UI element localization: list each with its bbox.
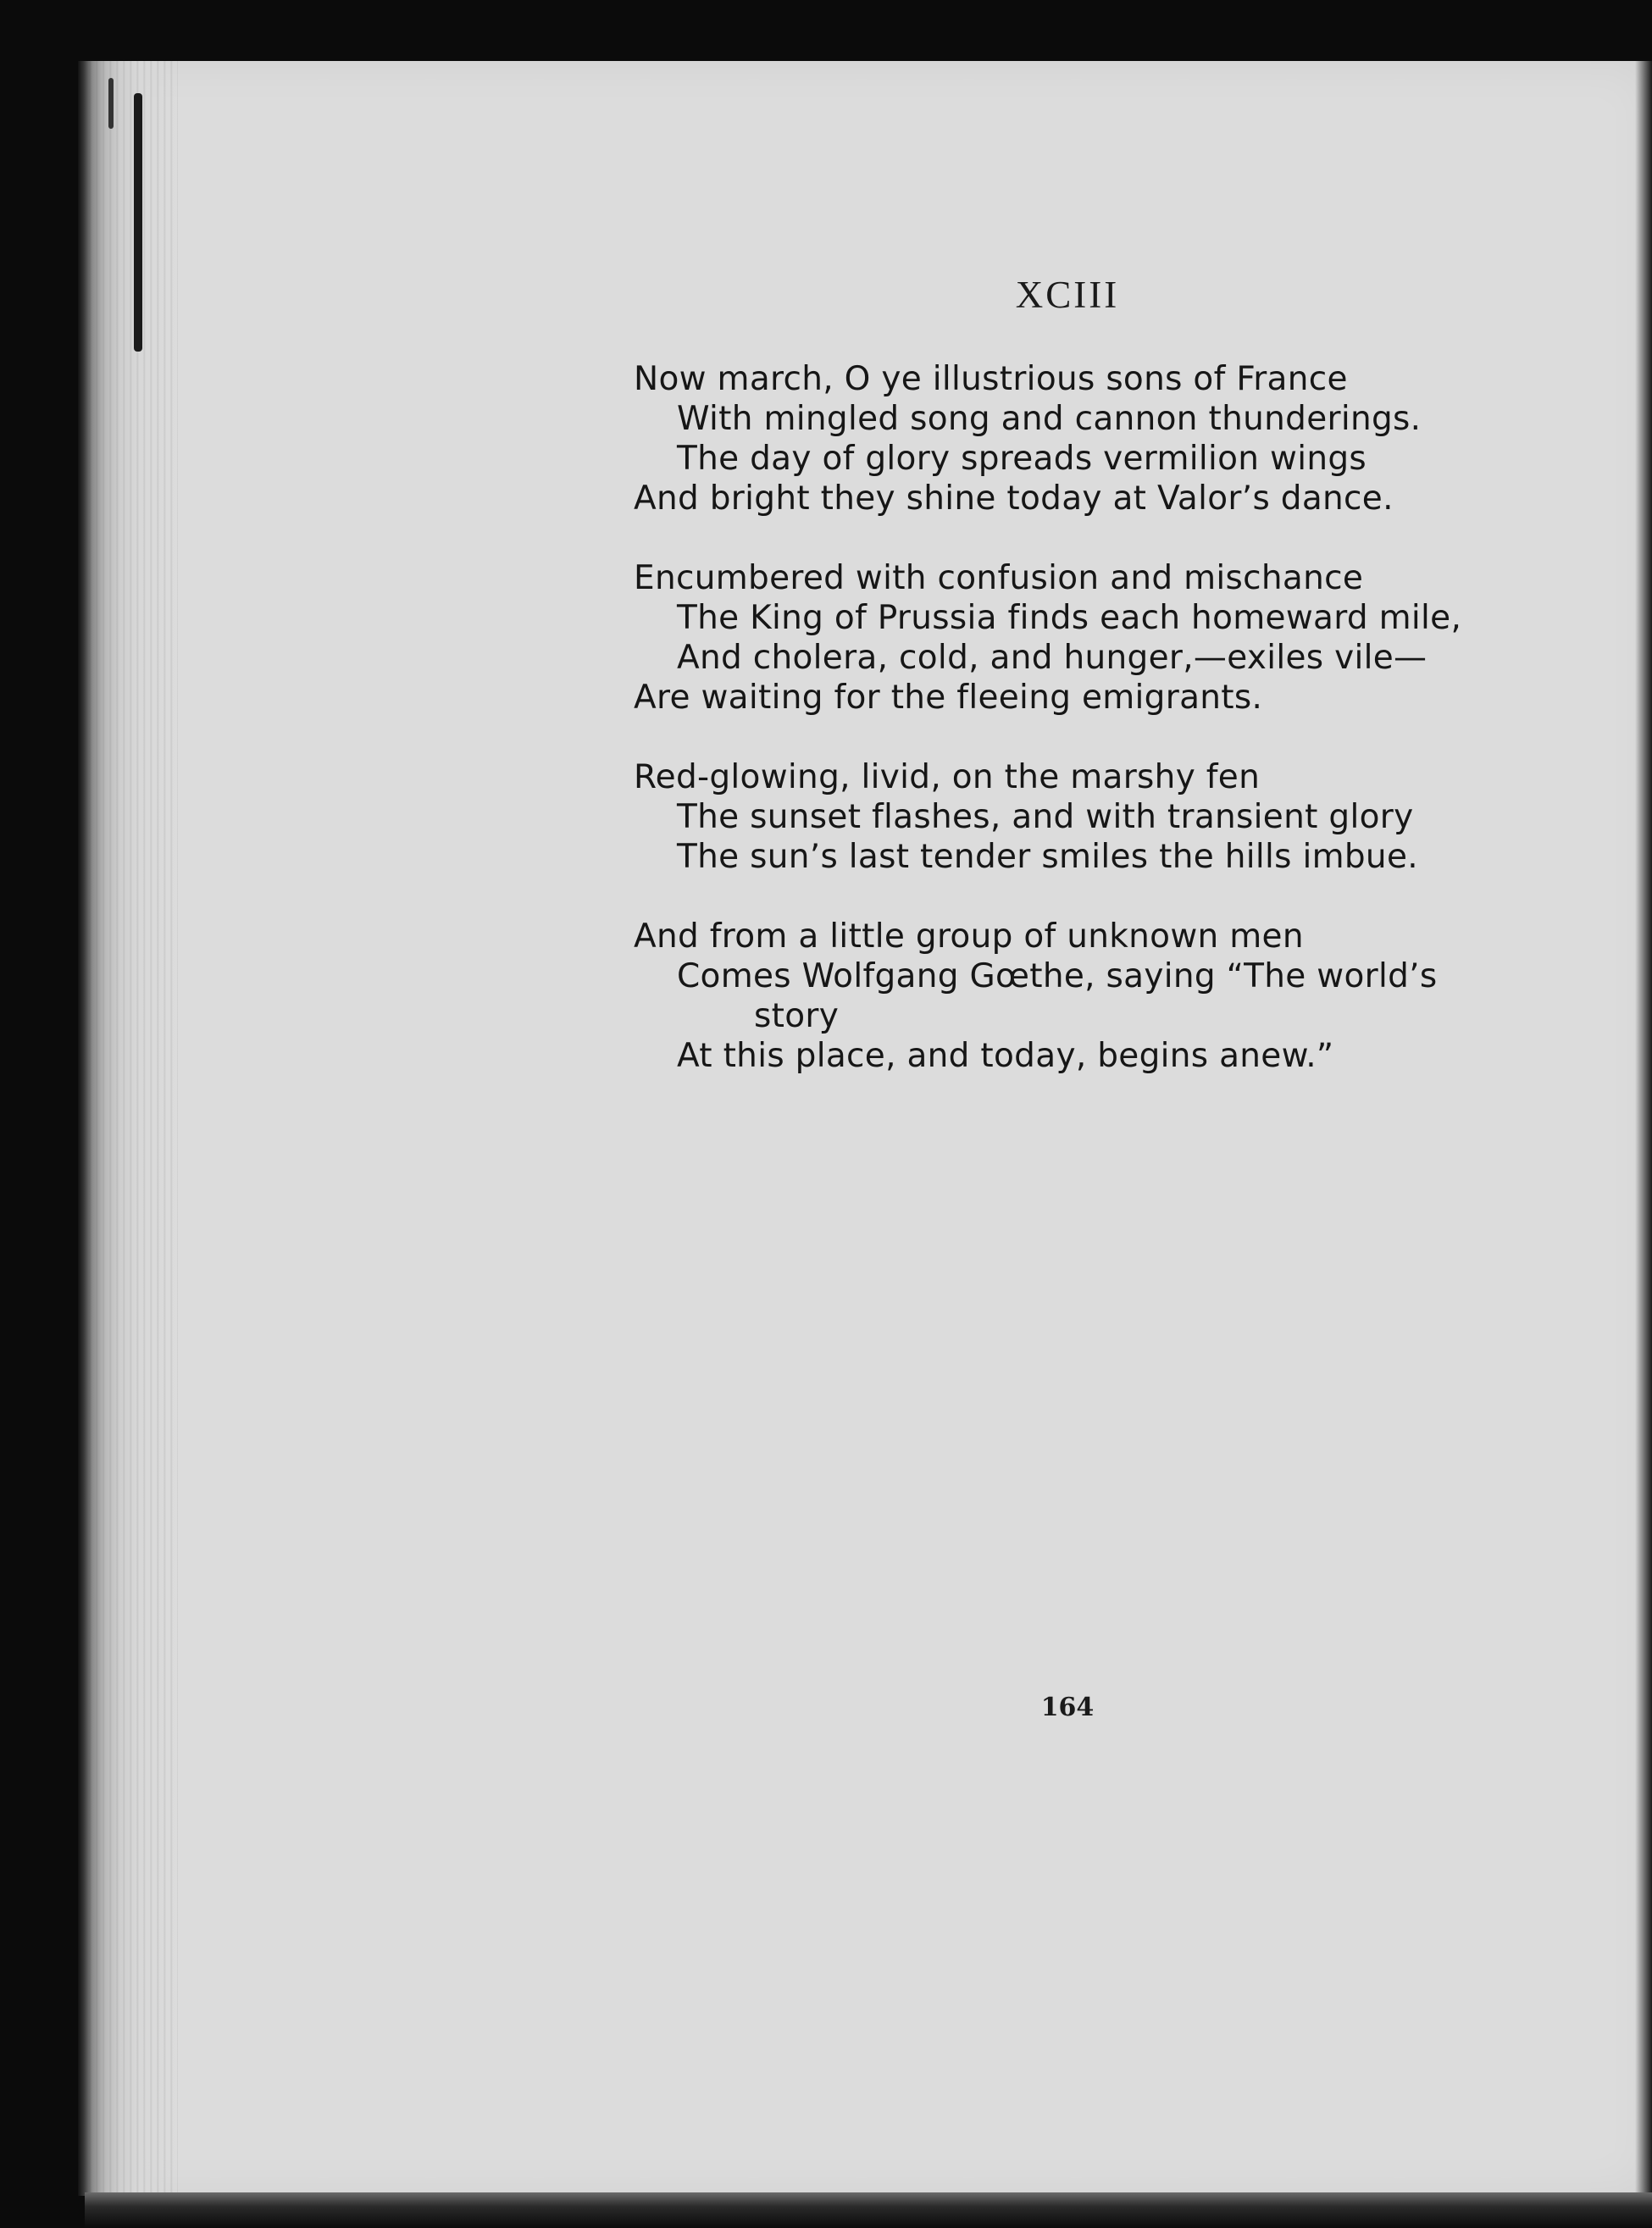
poem-line: And from a little group of unknown men <box>634 917 1304 956</box>
stanza <box>634 359 1506 518</box>
poem-line: The sun’s last tender smiles the hills imbue. <box>677 838 1418 876</box>
poem-body <box>634 359 1506 1116</box>
poem-line: Encumbered with confusion and mischance <box>634 559 1364 597</box>
poem-line: The sunset flashes, and with transient glory <box>677 798 1414 836</box>
poem-line: Comes Wolfgang Gœthe, saying “The world’s <box>677 957 1438 995</box>
poem-line: The King of Prussia finds each homeward mile, <box>677 599 1462 637</box>
stanza <box>634 757 1506 877</box>
poem-line-continuation: story <box>754 997 840 1035</box>
section-numeral: XCIII <box>1015 274 1120 316</box>
poem-line: At this place, and today, begins anew.” <box>677 1037 1334 1075</box>
binding-mark <box>134 93 142 352</box>
poem-line: And bright they shine today at Valor’s dance. <box>634 479 1394 518</box>
binding-mark <box>108 78 114 129</box>
poem-line: With mingled song and cannon thunderings. <box>677 400 1422 438</box>
page-bottom-edge <box>85 2192 1652 2228</box>
stanza <box>634 558 1506 718</box>
page-right-edge <box>1635 61 1652 2196</box>
poem-line: Red-glowing, livid, on the marshy fen <box>634 758 1261 796</box>
page-number: 164 <box>1040 1693 1095 1722</box>
poem-line: Are waiting for the fleeing emigrants. <box>634 679 1263 717</box>
poem-line: Now march, O ye illustrious sons of France <box>634 360 1348 398</box>
stanza <box>634 917 1506 1076</box>
poem-line: The day of glory spreads vermilion wings <box>677 440 1367 478</box>
poem-line: And cholera, cold, and hunger,—exiles vile— <box>677 639 1427 677</box>
